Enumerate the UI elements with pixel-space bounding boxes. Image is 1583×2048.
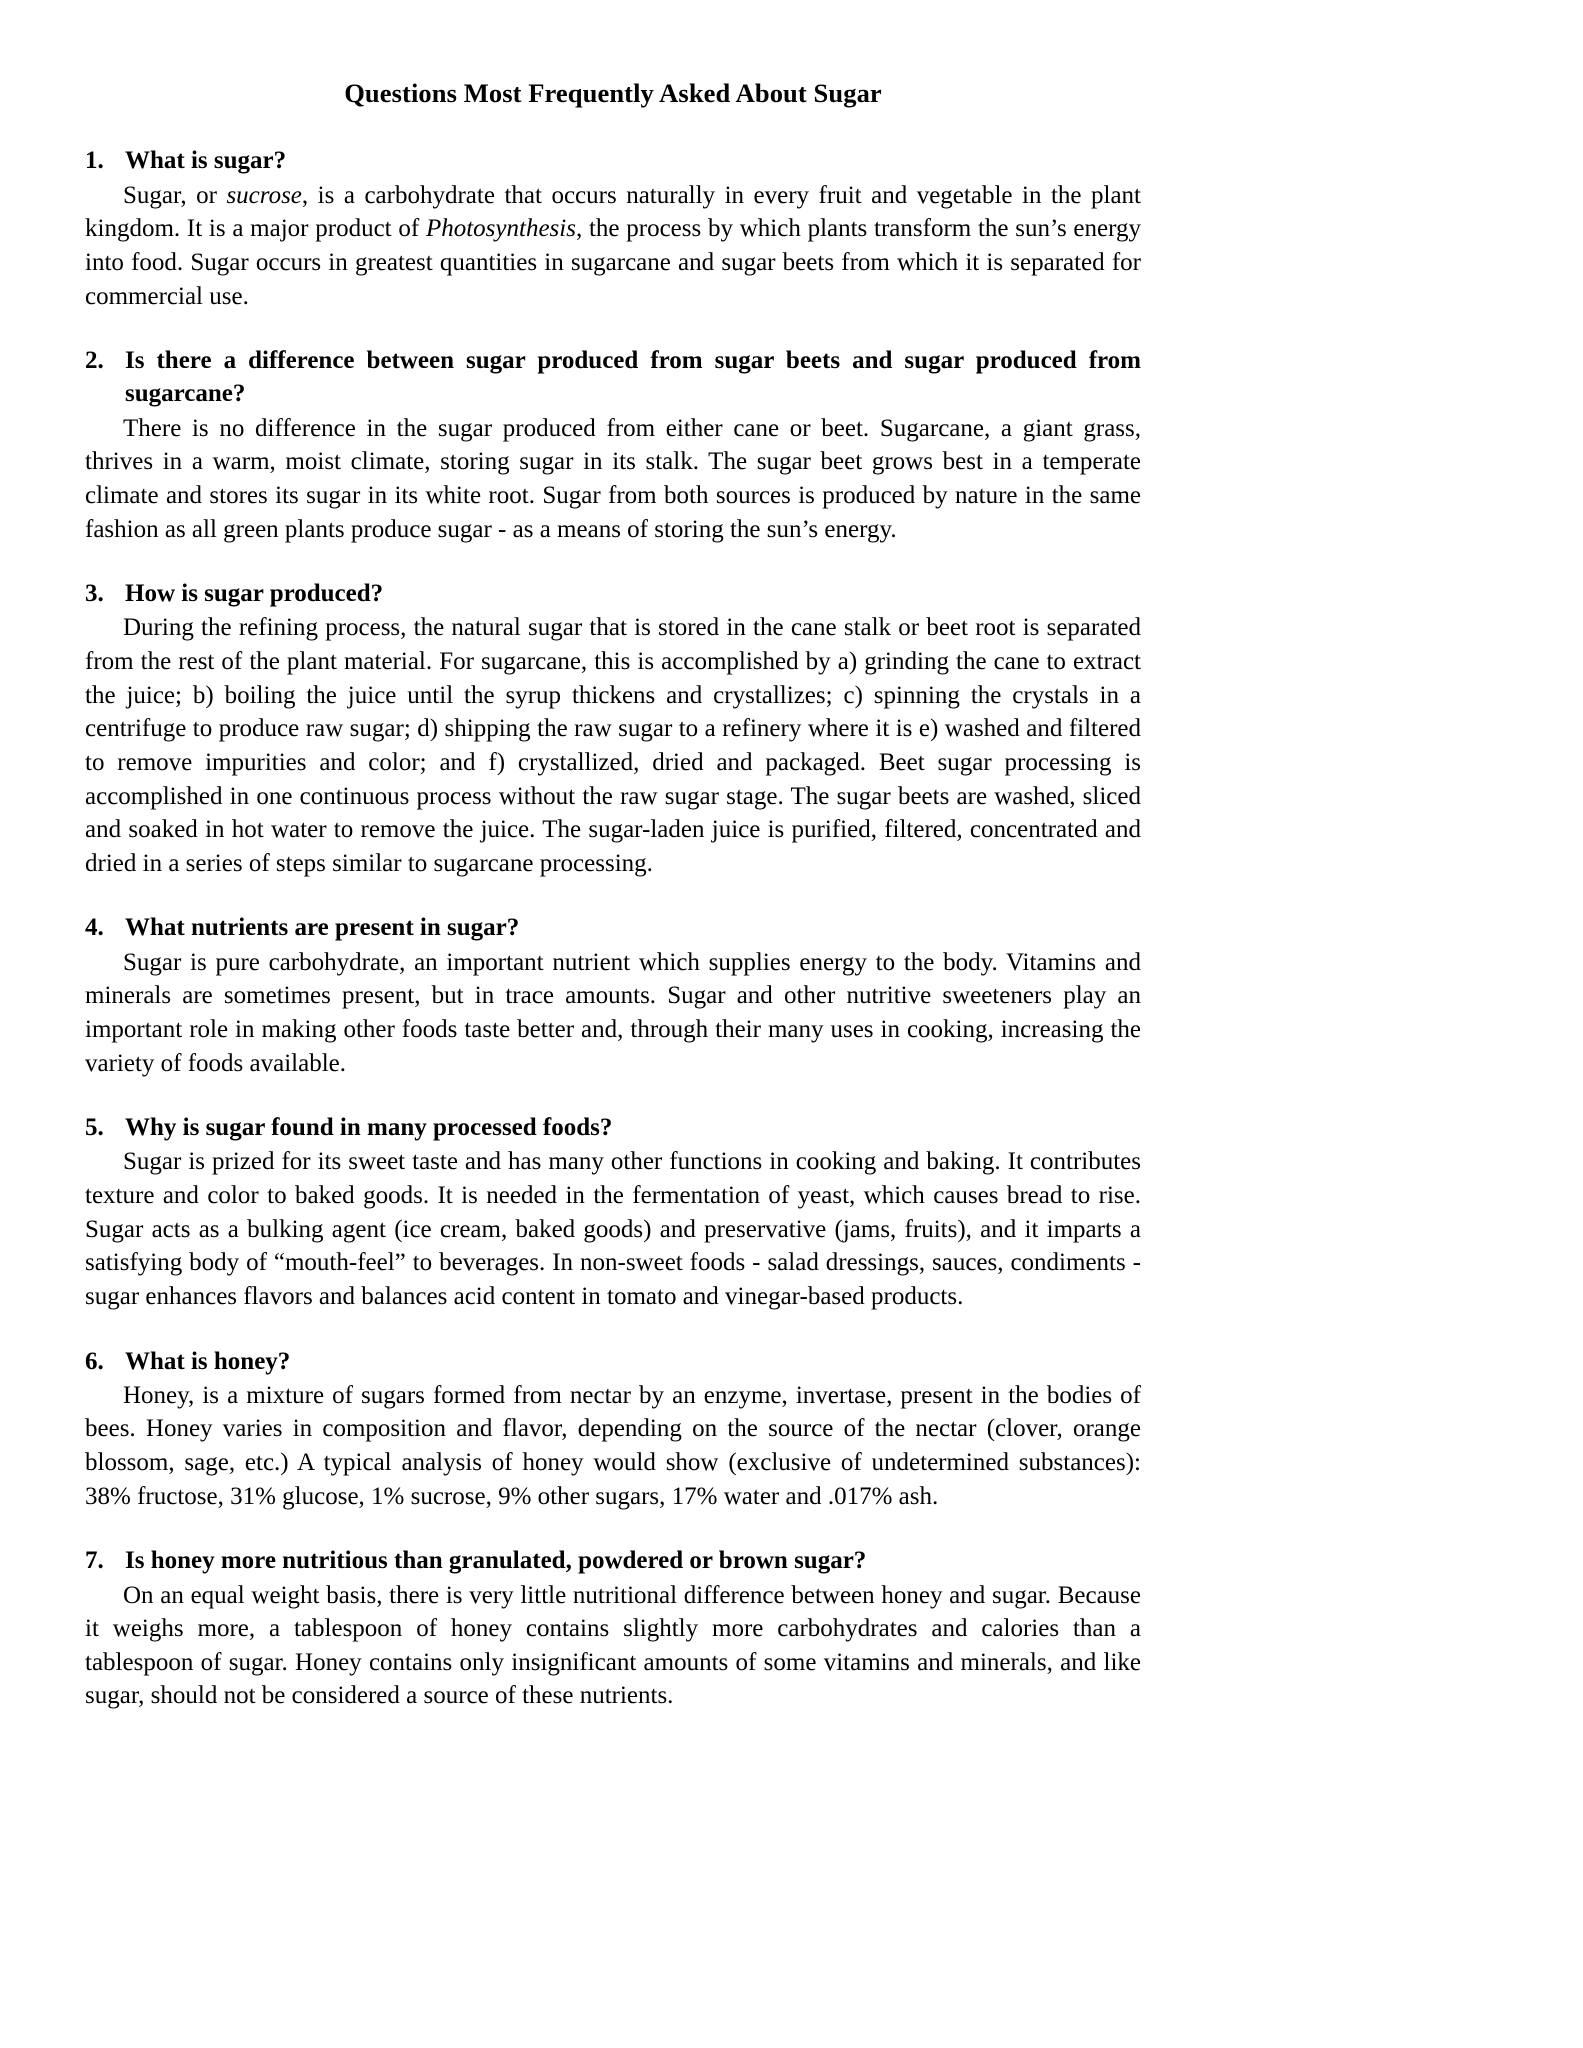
faq-number-3: 3.	[85, 580, 104, 608]
faq-question-3	[85, 577, 1141, 610]
faq-answer-part-mid: , is a carbohydrate that occurs naturally in every fruit and vegetable in the plant kingdom. It is a major product of	[85, 181, 1141, 243]
document-body	[85, 78, 1141, 1713]
emphasis-sucrose: sucrose	[226, 181, 302, 209]
faq-question-text-6: What is honey?	[125, 1347, 291, 1375]
faq-answer-1	[85, 179, 1141, 314]
faq-question-text-3: How is sugar produced?	[125, 580, 384, 608]
faq-question-2	[85, 344, 1141, 411]
faq-number-2: 2.	[85, 347, 104, 375]
faq-number-1: 1.	[85, 147, 104, 175]
faq-answer-5: Sugar is prized for its sweet taste and has many other functions in cooking and baking. It contributes texture and color to baked goods. It is needed in the fermentation of yeast, which causes bread to rise. Sugar acts as a bulking agent (ice cream, baked goods) and preservative (jams, fruits), and it imparts a satisfying body of “mouth-feel” to beverages. In non-sweet foods - salad dressings, sauces, condiments - sugar enhances flavors and balances acid content in tomato and vinegar-based products.	[85, 1148, 1141, 1310]
emphasis-photosynthesis: Photosynthesis	[425, 215, 576, 243]
faq-question-1	[85, 144, 1141, 177]
page-title: Questions Most Frequently Asked About Sugar	[344, 78, 882, 108]
faq-question-text-2: Is there a difference between sugar produced from sugar beets and sugar produced from sugarcane?	[125, 347, 1141, 408]
faq-item-2	[85, 344, 1141, 546]
faq-question-text-5: Why is sugar found in many processed foods?	[125, 1114, 613, 1142]
faq-question-6	[85, 1345, 1141, 1378]
faq-answer-6: Honey, is a mixture of sugars formed from nectar by an enzyme, invertase, present in the bodies of bees. Honey varies in composition and flavor, depending on the source of the nectar (clover, orange blossom, sage, etc.) A typical analysis of honey would show (exclusive of undetermined substances): 38% fructose, 31% glucose, 1% sucrose, 9% other sugars, 17% water and .017% ash.	[85, 1381, 1141, 1510]
faq-answer-2: There is no difference in the sugar produced from either cane or beet. Sugarcane, a giant grass, thrives in a warm, moist climate, storing sugar in its stalk. The sugar beet grows best in a temperate climate and stores its sugar in its white root. Sugar from both sources is produced by nature in the same fashion as all green plants produce sugar - as a means of storing the sun’s energy.	[85, 414, 1141, 543]
faq-answer-7: On an equal weight basis, there is very little nutritional difference between honey and sugar. Because it weighs more, a tablespoon of honey contains slightly more carbohydrates and calories than a tablespoon of sugar. Honey contains only insignificant amounts of some vitamins and minerals, and like sugar, should not be considered a source of these nutrients.	[85, 1581, 1141, 1710]
faq-item-7	[85, 1544, 1141, 1713]
faq-answer-4: Sugar is pure carbohydrate, an important nutrient which supplies energy to the body. Vitamins and minerals are sometimes present, but in trace amounts. Sugar and other nutritive sweeteners play an important role in making other foods taste better and, through their many uses in cooking, increasing the variety of foods available.	[85, 948, 1141, 1077]
faq-item-4	[85, 911, 1141, 1080]
faq-number-6: 6.	[85, 1347, 104, 1375]
faq-item-5	[85, 1111, 1141, 1313]
faq-question-4	[85, 911, 1141, 944]
faq-number-4: 4.	[85, 914, 104, 942]
faq-question-5	[85, 1111, 1141, 1144]
faq-question-text-4: What nutrients are present in sugar?	[125, 914, 520, 942]
faq-answer-3: During the refining process, the natural sugar that is stored in the cane stalk or beet root is separated from the rest of the plant material. For sugarcane, this is accomplished by a) grinding the cane to extract the juice; b) boiling the juice until the syrup thickens and crystallizes; c) spinning the crystals in a centrifuge to produce raw sugar; d) shipping the raw sugar to a refinery where it is e) washed and filtered to remove impurities and color; and f) crystallized, dried and packaged. Beet sugar processing is accomplished in one continuous process without the raw sugar stage. The sugar beets are washed, sliced and soaked in hot water to remove the juice. The sugar-laden juice is purified, filtered, concentrated and dried in a series of steps similar to sugarcane processing.	[85, 614, 1141, 877]
faq-number-7: 7.	[85, 1547, 104, 1575]
faq-item-3	[85, 577, 1141, 880]
faq-question-text-1: What is sugar?	[125, 147, 287, 175]
faq-question-7	[85, 1544, 1141, 1577]
faq-item-1	[85, 144, 1141, 313]
faq-number-5: 5.	[85, 1114, 104, 1142]
faq-answer-part-pre: Sugar, or	[123, 181, 227, 209]
faq-item-6	[85, 1345, 1141, 1514]
faq-answer-part-post: , the process by which plants transform the sun’s energy into food. Sugar occurs in greatest quantities in sugarcane and sugar beets from which it is separated for commercial use.	[85, 215, 1141, 310]
faq-question-text-7: Is honey more nutritious than granulated, powdered or brown sugar?	[125, 1547, 867, 1575]
